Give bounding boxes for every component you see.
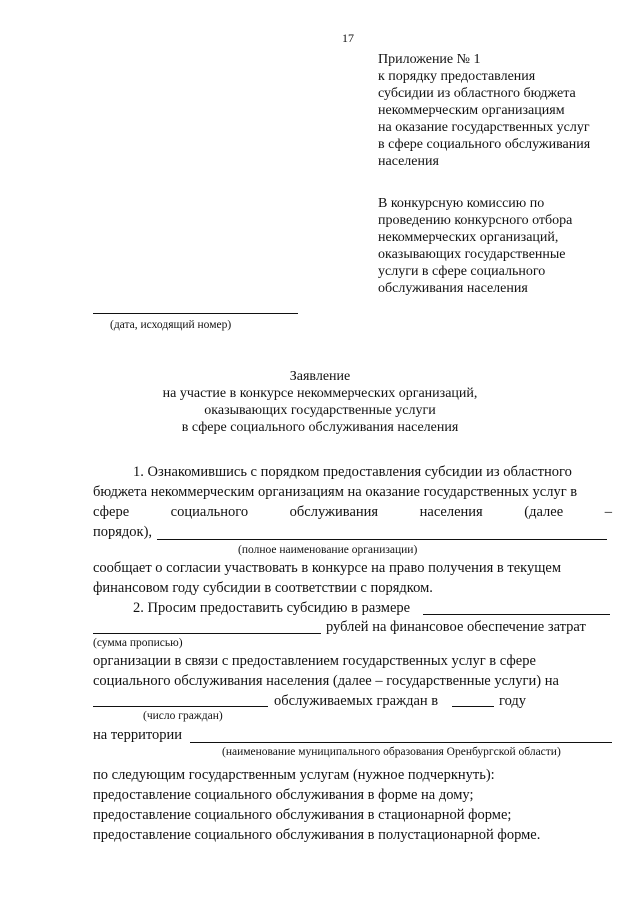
- date-number-blank[interactable]: [93, 313, 298, 314]
- heading-line: в сфере социального обслуживания населения: [181, 420, 459, 435]
- appendix-line: населения: [378, 154, 439, 169]
- organization-caption: (полное наименование организации): [238, 544, 418, 556]
- para1-line4: порядок),: [93, 524, 153, 540]
- amount-caption: (сумма прописью): [93, 637, 183, 649]
- heading-line: оказывающих государственные услуги: [204, 403, 436, 418]
- para1-word: –: [604, 504, 612, 520]
- date-caption: (дата, исходящий номер): [110, 319, 232, 331]
- citizens-count-blank[interactable]: [93, 706, 268, 707]
- citizens-caption: (число граждан): [143, 710, 223, 722]
- para2-line3: организации в связи с предоставлением государственных услуг в сфере: [93, 653, 536, 669]
- page-number: 17: [342, 31, 354, 45]
- addressee-line: проведению конкурсного отбора: [378, 213, 573, 228]
- appendix-line: некоммерческим организациям: [378, 103, 565, 118]
- para1-line3: [93, 502, 612, 522]
- year-blank[interactable]: [452, 706, 494, 707]
- para1-word: населения: [419, 504, 483, 520]
- addressee-line: некоммерческих организаций,: [378, 230, 559, 245]
- appendix-line: субсидии из областного бюджета: [378, 86, 576, 101]
- para1-line5: сообщает о согласии участвовать в конкурсе на право получения в текущем: [93, 560, 562, 576]
- services-block: [93, 765, 540, 845]
- para2-line5-year: году: [499, 693, 527, 709]
- para1-line6: финансовом году субсидии в соответствии с порядком.: [93, 580, 433, 596]
- amount-in-words-blank[interactable]: [93, 633, 321, 634]
- subsidy-amount-blank[interactable]: [423, 614, 610, 615]
- appendix-line: в сфере социального обслуживания: [378, 137, 591, 152]
- para1-word: социального: [170, 504, 249, 520]
- addressee-line: услуги в сфере социального: [378, 264, 546, 279]
- services-intro: по следующим государственным услугам (нужное подчеркнуть):: [93, 767, 495, 783]
- territory-label: на территории: [93, 727, 183, 743]
- addressee-line: обслуживания населения: [378, 281, 528, 296]
- addressee-line: оказывающих государственные: [378, 247, 566, 262]
- appendix-line: к порядку предоставления: [378, 69, 536, 84]
- heading-title: Заявление: [289, 369, 351, 384]
- para2-line4: социального обслуживания населения (далее – государственные услуги) на: [93, 673, 559, 689]
- appendix-block: [378, 51, 590, 170]
- addressee-line: В конкурсную комиссию по: [378, 196, 545, 211]
- para2-line1: 2. Просим предоставить субсидию в размере: [133, 600, 411, 616]
- para1-line2: бюджета некоммерческим организациям на оказание государственных услуг в: [93, 484, 578, 500]
- para2-line2: рублей на финансовое обеспечение затрат: [326, 619, 586, 635]
- para1-word: (далее: [524, 504, 564, 520]
- para2-line5-text: обслуживаемых граждан в: [274, 693, 439, 709]
- organization-name-blank[interactable]: [157, 539, 607, 540]
- service-option-home[interactable]: предоставление социального обслуживания в форме на дому;: [93, 787, 474, 803]
- appendix-line: Приложение № 1: [378, 52, 481, 67]
- heading-line: на участие в конкурсе некоммерческих организаций,: [162, 386, 478, 401]
- territory-caption: (наименование муниципального образования Оренбургской области): [222, 746, 561, 758]
- para1-word: обслуживания: [289, 504, 379, 520]
- application-heading: [120, 368, 520, 436]
- addressee-block: [378, 195, 572, 297]
- para1-line1: 1. Ознакомившись с порядком предоставления субсидии из областного: [133, 464, 572, 480]
- appendix-line: на оказание государственных услуг: [378, 120, 590, 135]
- service-option-stationary[interactable]: предоставление социального обслуживания в стационарной форме;: [93, 807, 512, 823]
- territory-blank[interactable]: [190, 742, 612, 743]
- service-option-semi-stationary[interactable]: предоставление социального обслуживания в полустационарной форме.: [93, 827, 541, 843]
- para1-word: сфере: [93, 504, 130, 520]
